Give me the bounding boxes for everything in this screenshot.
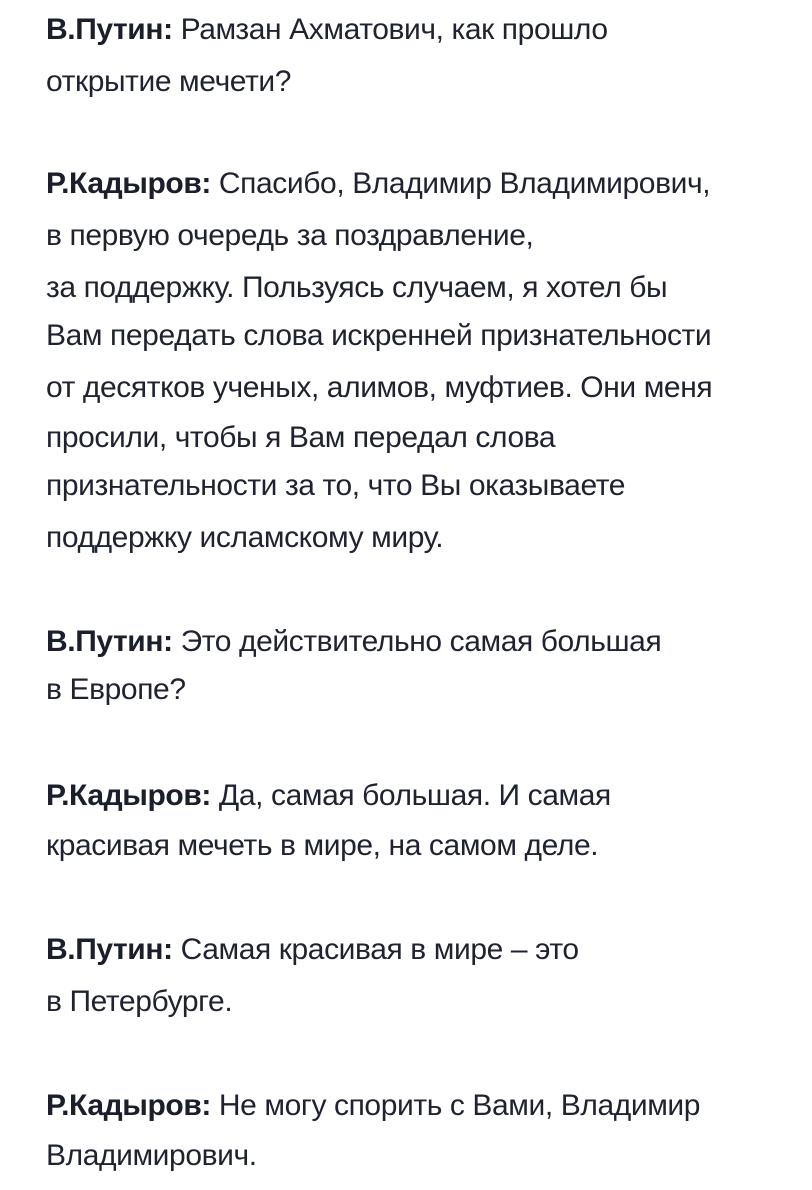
- dialogue-line: [46, 672, 186, 708]
- line-text: Самая красивая в мире – это: [180, 933, 579, 966]
- dialogue-line: [46, 520, 443, 556]
- speaker-label: Р.Кадыров:: [46, 1089, 211, 1122]
- line-text: Не могу спорить с Вами, Владимир: [218, 1089, 701, 1122]
- line-text: Это действительно самая большая: [180, 625, 662, 658]
- dialogue-line: [46, 624, 661, 660]
- speaker-label: В.Путин:: [46, 13, 173, 46]
- dialogue-line: [46, 318, 711, 354]
- dialogue-line: [46, 1138, 257, 1174]
- line-text: открытие мечети?: [46, 65, 292, 98]
- dialogue-line: [46, 420, 555, 456]
- dialogue-line: [46, 218, 533, 254]
- line-text: в Европе?: [46, 673, 186, 706]
- line-text: поддержку исламскому миру.: [46, 521, 444, 554]
- line-text: Вам передать слова искренней признательности: [46, 319, 712, 352]
- line-text: просили, чтобы я Вам передал слова: [46, 421, 556, 454]
- line-text: признательности за то, что Вы оказываете: [46, 469, 626, 502]
- line-text: Да, самая большая. И самая: [218, 779, 611, 812]
- dialogue-line: [46, 778, 611, 814]
- dialogue-line: [46, 270, 667, 306]
- dialogue-line: [46, 828, 598, 864]
- line-text: красивая мечеть в мире, на самом деле.: [46, 829, 599, 862]
- line-text: от десятков ученых, алимов, муфтиев. Они меня: [46, 371, 713, 404]
- dialogue-line: [46, 984, 232, 1020]
- dialogue-line: [46, 12, 608, 48]
- dialogue-line: [46, 932, 579, 968]
- line-text: в Петербурге.: [46, 985, 233, 1018]
- line-text: в первую очередь за поздравление,: [46, 219, 534, 252]
- line-text: Рамзан Ахматович, как прошло: [180, 13, 608, 46]
- dialogue-line: [46, 370, 712, 406]
- line-text: за поддержку. Пользуясь случаем, я хотел бы: [46, 271, 668, 304]
- speaker-label: Р.Кадыров:: [46, 779, 211, 812]
- dialogue-line: [46, 64, 291, 100]
- speaker-label: Р.Кадыров:: [46, 167, 211, 200]
- dialogue-line: [46, 1088, 700, 1124]
- line-text: Спасибо, Владимир Владимирович,: [218, 167, 711, 200]
- dialogue-line: [46, 166, 710, 202]
- speaker-label: В.Путин:: [46, 625, 173, 658]
- line-text: Владимирович.: [46, 1139, 257, 1172]
- dialogue-line: [46, 468, 625, 504]
- speaker-label: В.Путин:: [46, 933, 173, 966]
